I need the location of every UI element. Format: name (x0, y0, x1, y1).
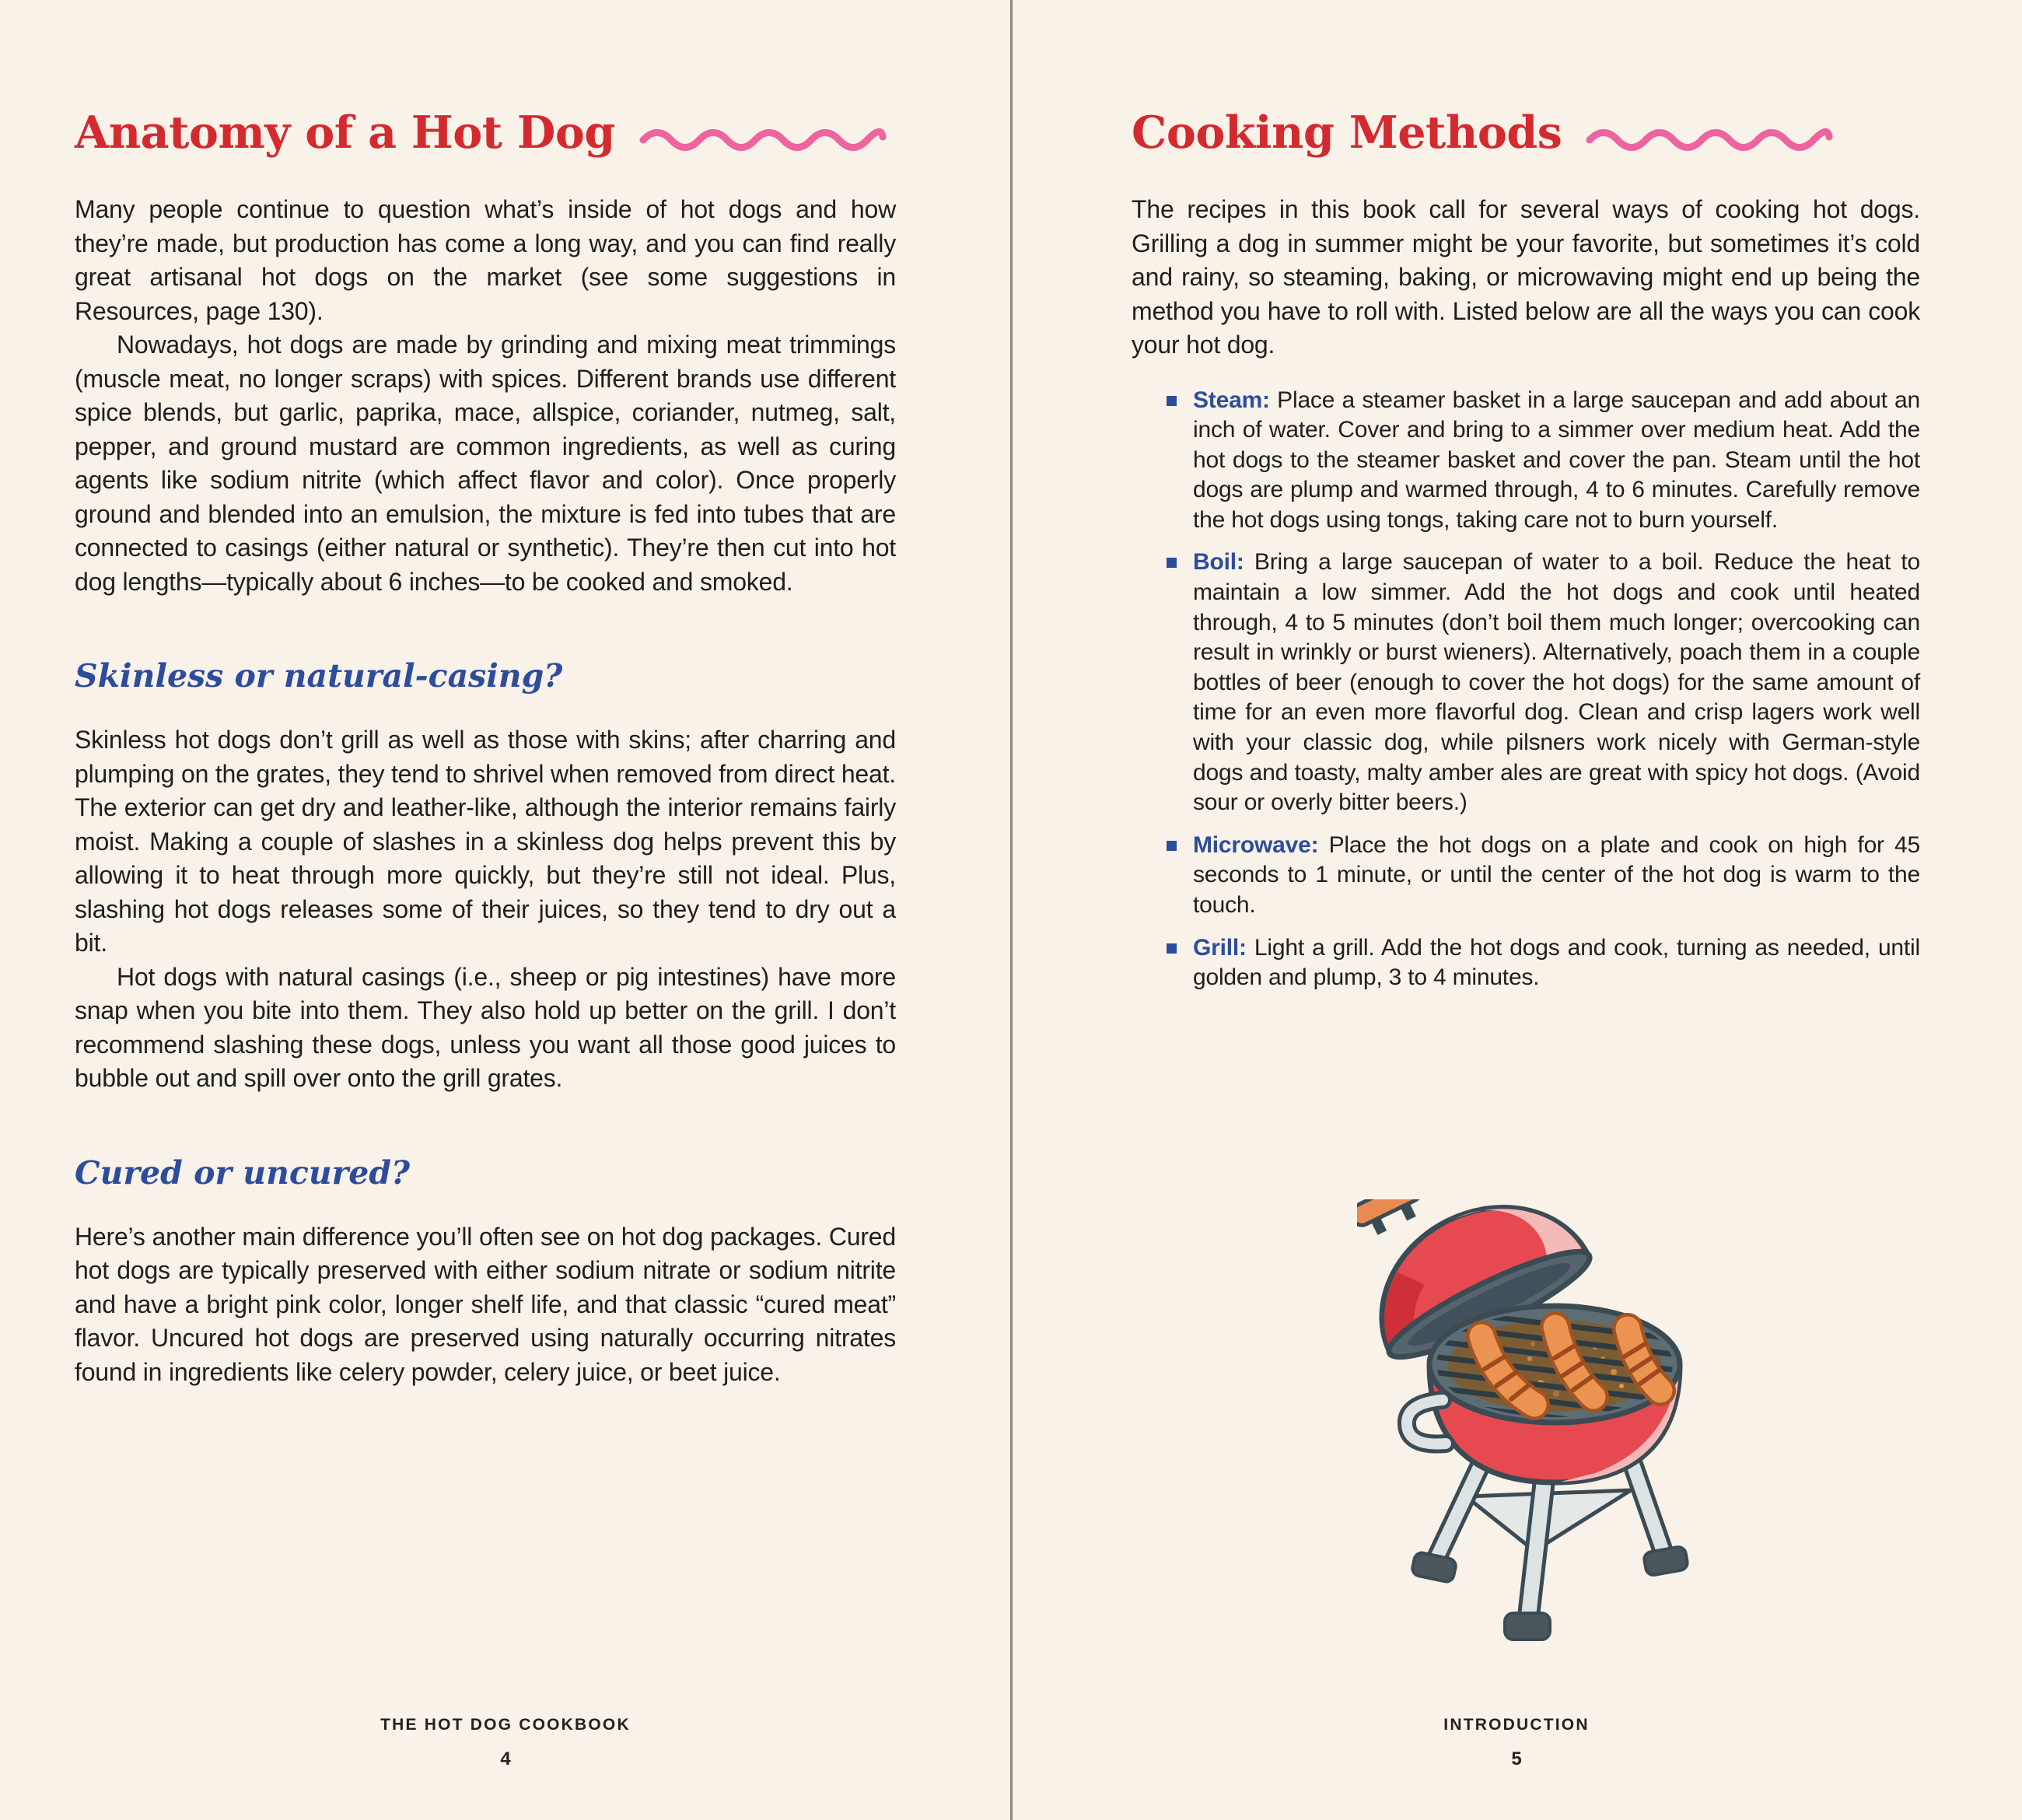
right-page-footer (1011, 1716, 2022, 1770)
right-page-title (1132, 109, 1920, 157)
paragraph: Skinless hot dogs don’t grill as well as those with skins; after charring and plumping on the grates, they tend to shrivel when removed from direct heat. The exterior can get dry and leather-like, although the interior remains fairly moist. Making a couple of slashes in a skinless dog helps prevent this by allowing it to heat through more quickly, but they’re still not ideal. Plus, slashing hot dogs releases some of their juices, so they tend to dry out a bit. (75, 726, 896, 957)
method-text (1193, 933, 1920, 993)
method-label: Steam: (1193, 387, 1270, 413)
list-item-boil (1132, 548, 1920, 817)
list-item-grill (1132, 933, 1920, 993)
square-bullet-icon (1167, 841, 1177, 851)
right-page (1132, 109, 1920, 1006)
left-page-title (75, 109, 896, 157)
paragraph: Many people continue to question what’s inside of hot dogs and how they’re made, but production has come a long way, and you can find really great artisanal hot dogs on the market (see some suggestions in Resources, page 130). (75, 195, 896, 325)
method-text (1193, 386, 1920, 536)
intro-paragraph: The recipes in this book call for several ways of cooking hot dogs. Grilling a dog in summer might be your favorite, but sometimes it’s cold and rainy, so steaming, baking, or microwaving might end up being the method you have to roll with. Listed below are all the ways you can cook your hot dog. (1132, 195, 1920, 359)
page-number: 5 (1511, 1748, 1522, 1769)
method-text (1193, 548, 1920, 817)
method-description: Place a steamer basket in a large saucepan and add about an inch of water. Cover and bring to a simmer over medium heat. Add the hot dogs to the steamer basket and cover the pan. Steam until the hot dogs are plump and warmed through, 4 to 6 minutes. Carefully remove the hot dogs using tongs, taking care not to burn yourself. (1193, 387, 1920, 533)
squiggle-decoration (1585, 121, 1834, 152)
squiggle-decoration (638, 121, 887, 152)
left-page-title-text: Anatomy of a Hot Dog (75, 107, 615, 159)
square-bullet-icon (1167, 558, 1177, 568)
section-heading-skinless: Skinless or natural-casing? (75, 657, 563, 695)
method-description: Bring a large saucepan of water to a boil. Reduce the heat to maintain a low simmer. Add the hot dogs and cook until heated through, 4 to 5 minutes (don’t boil them much longer; overcooking can result in wrinkly or burst wieners). Alternatively, poach them in a couple bottles of beer (enough to cover the hot dogs) for the same amount of time for an even more flavorful dog. Clean and crisp lagers work well with your classic dog, while pilsners work nicely with German-style dogs and toasty, malty amber ales are great with spicy hot dogs. (Avoid sour or overly bitter beers.) (1193, 549, 1920, 816)
page-gutter-divider (1010, 0, 1013, 1820)
left-page-footer (0, 1716, 1011, 1770)
cooking-methods-list (1132, 386, 1920, 993)
method-label: Microwave: (1193, 831, 1319, 858)
running-head: THE HOT DOG COOKBOOK (380, 1716, 631, 1734)
kettle-grill-illustration (1357, 1199, 1793, 1697)
section-heading-cured: Cured or uncured? (75, 1153, 411, 1192)
method-label: Boil: (1193, 549, 1244, 576)
list-item-microwave (1132, 831, 1920, 921)
paragraph: Hot dogs with natural casings (i.e., sheep or pig intestines) have more snap when you bite into them. They also hold up better on the grill. I don’t recommend slashing these dogs, unless you want all those good juices to bubble out and spill over onto the grill grates. (75, 962, 896, 1092)
paragraph: Nowadays, hot dogs are made by grinding and mixing meat trimmings (muscle meat, no longer scraps) with spices. Different brands use different spice blends, but garlic, paprika, mace, allspice, coriander, nutmeg, salt, pepper, and ground mustard are common ingredients, as well as curing agents like sodium nitrite (which affect flavor and color). Once properly ground and blended into an emulsion, the mixture is fed into tubes that are connected to casings (either natural or synthetic). They’re then cut into hot dog lengths—typically about 6 inches—to be cooked and smoked. (75, 331, 896, 596)
paragraph: Here’s another main difference you’ll often see on hot dog packages. Cured hot dogs are typically preserved with either sodium nitrate or sodium nitrite and have a bright pink color, longer shelf life, and that classic “cured meat” flavor. Uncured hot dogs are preserved using naturally occurring nitrates found in ingredients like celery powder, celery juice, or beet juice. (75, 1222, 896, 1386)
running-head: INTRODUCTION (1443, 1716, 1590, 1734)
square-bullet-icon (1167, 943, 1177, 954)
page-number: 4 (500, 1748, 511, 1769)
square-bullet-icon (1167, 396, 1177, 406)
method-description: Light a grill. Add the hot dogs and cook, turning as needed, until golden and plump, 3 to 4 minutes. (1193, 934, 1920, 991)
right-page-title-text: Cooking Methods (1132, 107, 1562, 159)
method-text (1193, 831, 1920, 921)
method-description: Place the hot dogs on a plate and cook on high for 45 seconds to 1 minute, or until the center of the hot dog is warm to the touch. (1193, 831, 1920, 918)
method-label: Grill: (1193, 934, 1247, 961)
left-page (75, 109, 896, 1389)
lid-handle-icon (1357, 1199, 1431, 1242)
list-item-steam (1132, 386, 1920, 536)
